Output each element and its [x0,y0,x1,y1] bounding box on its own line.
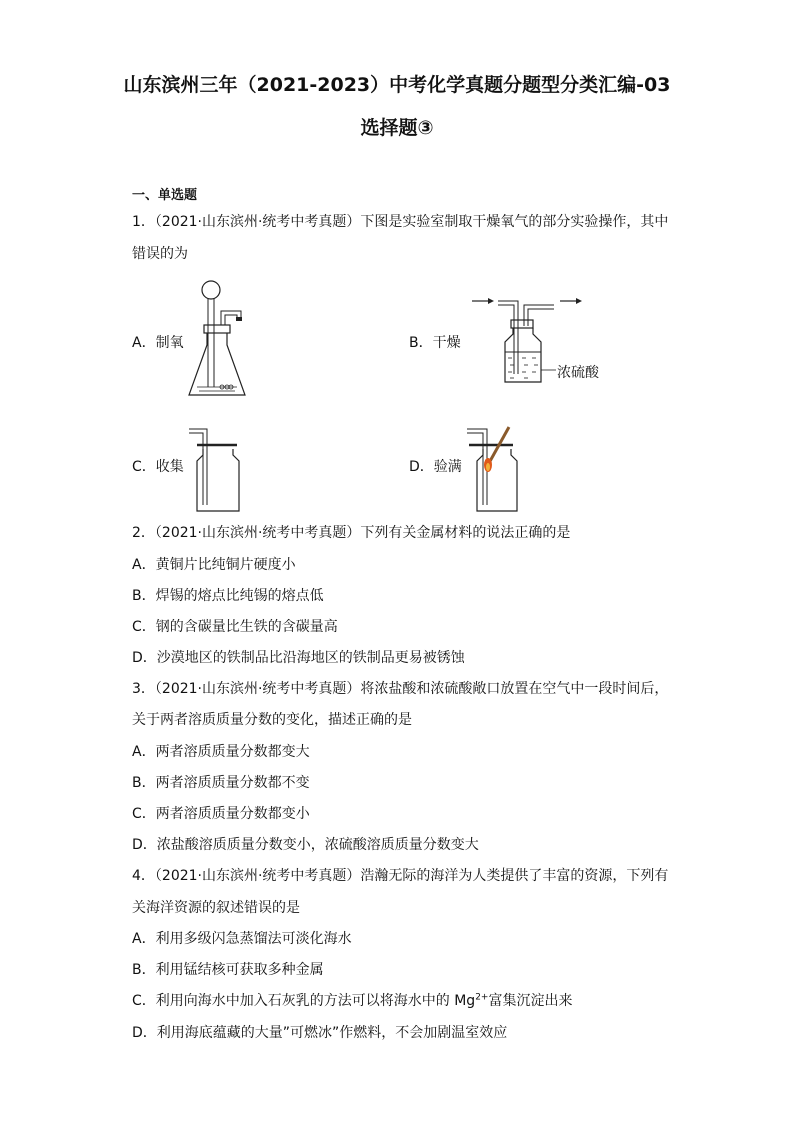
oxygen-test-bottle-icon [463,423,523,515]
q1-stem-line2: 错误的为 [132,246,188,262]
q3-stem-line2: 关于两者溶质质量分数的变化，描述正确的是 [132,712,412,728]
q1-option-a-label: A．制氧 [132,335,184,351]
q4-stem-line1: 4．（2021·山东滨州·统考中考真题）浩瀚无际的海洋为人类提供了丰富的资源，下列有 [132,868,669,884]
gas-collecting-bottle-icon [185,423,245,515]
q4-option-b: B．利用锰结核可获取多种金属 [132,962,324,978]
section-heading: 一、单选题 [132,188,198,203]
q4-stem-line2: 关海洋资源的叙述错误的是 [132,900,300,916]
q4-option-c-text: C．利用向海水中加入石灰乳的方法可以将海水中的 Mg [132,993,476,1009]
q3-option-c: C．两者溶质质量分数都变小 [132,806,310,822]
q1-option-c-label: C．收集 [132,459,184,475]
q2-stem: 2．（2021·山东滨州·统考中考真题）下列有关金属材料的说法正确的是 [132,525,571,541]
q1-option-b-reagent-label: 浓硫酸 [557,365,599,381]
q3-option-a: A．两者溶质质量分数都变大 [132,744,310,760]
q2-option-c: C．钢的含碳量比生铁的含碳量高 [132,619,338,635]
q2-option-d: D．沙漠地区的铁制品比沿海地区的铁制品更易被锈蚀 [132,650,465,666]
q1-option-b-label: B．干燥 [409,335,461,351]
q2-option-a: A．黄铜片比纯铜片硬度小 [132,557,296,573]
q4-option-d: D．利用海底蕴藏的大量”可燃冰”作燃料，不会加剧温室效应 [132,1025,508,1041]
document-title-line1: 山东滨州三年（2021-2023）中考化学真题分题型分类汇编-03 [123,74,671,96]
q4-option-c-text-end: 富集沉淀出来 [488,993,573,1009]
q4-option-c [132,991,572,1011]
q1-stem-line1: 1．（2021·山东滨州·统考中考真题）下图是实验室制取干燥氧气的部分实验操作，其中 [132,214,669,230]
q3-stem-line1: 3．（2021·山东滨州·统考中考真题）将浓盐酸和浓硫酸敞口放置在空气中一段时间后， [132,681,669,697]
q3-option-b: B．两者溶质质量分数都不变 [132,775,310,791]
q1-option-d-label: D．验满 [409,459,462,475]
q4-option-a: A．利用多级闪急蒸馏法可淡化海水 [132,931,352,947]
q3-option-d: D．浓盐酸溶质质量分数变小，浓硫酸溶质质量分数变大 [132,837,479,853]
q4-option-c-superscript: 2+ [475,992,489,1003]
q2-option-b: B．焊锡的熔点比纯锡的熔点低 [132,588,324,604]
conical-flask-apparatus-icon [185,277,255,403]
document-title-line2: 选择题③ [360,117,434,139]
